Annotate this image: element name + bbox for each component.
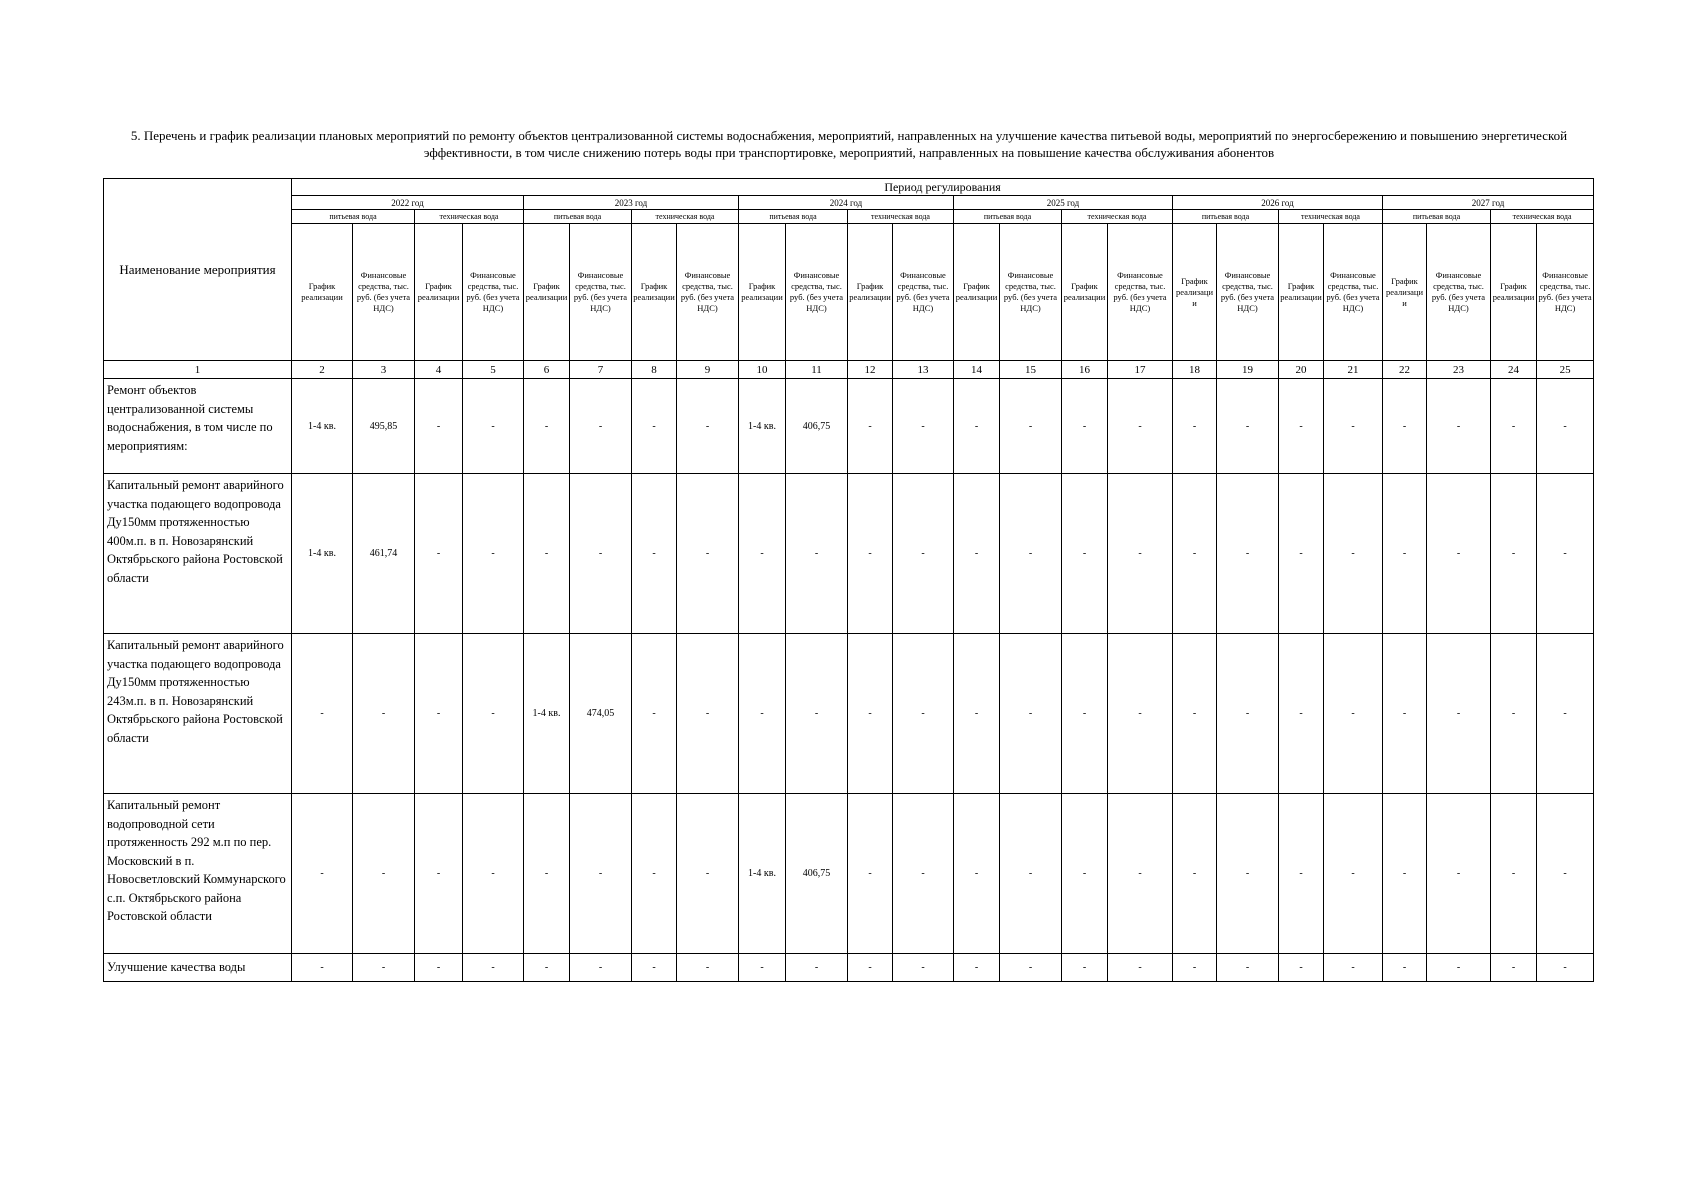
column-number: 17 (1108, 361, 1173, 379)
finance-cell: - (893, 954, 954, 982)
finance-cell: - (1000, 379, 1062, 474)
finance-cell: - (1537, 954, 1594, 982)
activity-name: Ремонт объектов централизованной системы водоснабжения, в том числе по мероприятиям: (104, 379, 292, 474)
column-number: 11 (786, 361, 848, 379)
schedule-cell: - (1383, 794, 1427, 954)
finance-cell: - (1427, 634, 1491, 794)
column-number: 20 (1279, 361, 1324, 379)
column-number: 23 (1427, 361, 1491, 379)
schedule-column-header: График реализации (524, 224, 570, 361)
schedule-column-header: График реализации (1279, 224, 1324, 361)
table-row (104, 379, 1594, 474)
schedule-cell: - (954, 954, 1000, 982)
schedule-cell: - (1062, 634, 1108, 794)
schedule-cell: 1-4 кв. (739, 379, 786, 474)
finance-cell: - (1324, 634, 1383, 794)
finance-cell: - (786, 954, 848, 982)
schedule-column-header: График реализации (415, 224, 463, 361)
table-row (104, 954, 1594, 982)
drinking-water-header: питьевая вода (1383, 210, 1491, 224)
technical-water-header: техническая вода (848, 210, 954, 224)
schedule-cell: - (848, 634, 893, 794)
column-number: 25 (1537, 361, 1594, 379)
schedule-cell: - (415, 634, 463, 794)
finance-cell: - (1108, 794, 1173, 954)
schedule-column-header: График реализации (1062, 224, 1108, 361)
schedule-cell: - (1491, 379, 1537, 474)
finance-cell: - (570, 954, 632, 982)
finance-cell: - (1217, 474, 1279, 634)
schedule-cell: - (415, 379, 463, 474)
finance-cell: - (893, 794, 954, 954)
schedule-cell: - (848, 954, 893, 982)
finance-cell: - (1537, 634, 1594, 794)
plan-table (103, 178, 1594, 982)
schedule-cell: - (415, 954, 463, 982)
column-number: 16 (1062, 361, 1108, 379)
schedule-cell: - (524, 474, 570, 634)
schedule-cell: - (632, 379, 677, 474)
schedule-column-header: График реализации (1173, 224, 1217, 361)
finance-cell: - (1537, 474, 1594, 634)
schedule-column-header: График реализации (954, 224, 1000, 361)
finance-cell: - (786, 474, 848, 634)
activity-name: Капитальный ремонт аварийного участка подающего водопровода Ду150мм протяженностью 243м.п. в п. Новозарянский Октябрьского района Ростовской области (104, 634, 292, 794)
finance-cell: - (1000, 474, 1062, 634)
schedule-cell: - (739, 634, 786, 794)
schedule-cell: - (1279, 379, 1324, 474)
drinking-water-header: питьевая вода (1173, 210, 1279, 224)
schedule-cell: - (1062, 379, 1108, 474)
schedule-cell: - (415, 474, 463, 634)
finance-column-header: Финансовые средства, тыс. руб. (без учета НДС) (1324, 224, 1383, 361)
column-number: 24 (1491, 361, 1537, 379)
finance-cell: - (1108, 634, 1173, 794)
schedule-cell: 1-4 кв. (292, 474, 353, 634)
finance-cell: - (570, 474, 632, 634)
finance-cell: 406,75 (786, 794, 848, 954)
schedule-cell: - (1491, 474, 1537, 634)
drinking-water-header: питьевая вода (292, 210, 415, 224)
schedule-cell: - (632, 634, 677, 794)
finance-cell: - (786, 634, 848, 794)
activity-name: Капитальный ремонт водопроводной сети протяженность 292 м.п по пер. Московский в п. Новосветловский Коммунарского с.п. Октябрьского района Ростовской области (104, 794, 292, 954)
column-number: 9 (677, 361, 739, 379)
finance-cell: - (1427, 379, 1491, 474)
table-row (104, 474, 1594, 634)
finance-cell: - (463, 954, 524, 982)
schedule-cell: - (954, 794, 1000, 954)
schedule-cell: - (1383, 634, 1427, 794)
technical-water-header: техническая вода (1279, 210, 1383, 224)
schedule-cell: - (415, 794, 463, 954)
schedule-column-header: График реализации (292, 224, 353, 361)
finance-column-header: Финансовые средства, тыс. руб. (без учета НДС) (1217, 224, 1279, 361)
finance-cell: - (1000, 954, 1062, 982)
table-row (104, 634, 1594, 794)
schedule-cell: - (954, 379, 1000, 474)
finance-cell: - (677, 474, 739, 634)
finance-cell: - (1217, 379, 1279, 474)
schedule-cell: - (1173, 379, 1217, 474)
schedule-cell: - (1383, 474, 1427, 634)
finance-cell: - (1108, 954, 1173, 982)
schedule-cell: - (632, 954, 677, 982)
finance-cell: - (1217, 634, 1279, 794)
schedule-cell: - (1062, 794, 1108, 954)
finance-cell: - (893, 474, 954, 634)
finance-column-header: Финансовые средства, тыс. руб. (без учета НДС) (786, 224, 848, 361)
schedule-cell: - (848, 379, 893, 474)
schedule-cell: - (292, 634, 353, 794)
schedule-column-header: График реализации (1383, 224, 1427, 361)
schedule-cell: - (1173, 794, 1217, 954)
finance-cell: - (463, 794, 524, 954)
technical-water-header: техническая вода (1062, 210, 1173, 224)
finance-cell: - (1217, 794, 1279, 954)
finance-cell: - (893, 634, 954, 794)
finance-cell: - (1217, 954, 1279, 982)
schedule-cell: - (1491, 954, 1537, 982)
finance-cell: - (1324, 954, 1383, 982)
column-number: 14 (954, 361, 1000, 379)
finance-cell: - (677, 379, 739, 474)
schedule-cell: - (292, 954, 353, 982)
schedule-cell: - (1279, 954, 1324, 982)
finance-cell: - (353, 634, 415, 794)
schedule-cell: 1-4 кв. (524, 634, 570, 794)
finance-cell: 495,85 (353, 379, 415, 474)
finance-cell: - (1108, 474, 1173, 634)
schedule-cell: - (1062, 474, 1108, 634)
schedule-column-header: График реализации (1491, 224, 1537, 361)
finance-cell: - (463, 379, 524, 474)
schedule-cell: - (524, 954, 570, 982)
schedule-cell: - (848, 794, 893, 954)
schedule-cell: - (1062, 954, 1108, 982)
finance-column-header: Финансовые средства, тыс. руб. (без учета НДС) (463, 224, 524, 361)
finance-column-header: Финансовые средства, тыс. руб. (без учета НДС) (1000, 224, 1062, 361)
schedule-cell: 1-4 кв. (292, 379, 353, 474)
schedule-cell: - (739, 474, 786, 634)
finance-cell: - (353, 794, 415, 954)
schedule-cell: - (954, 474, 1000, 634)
technical-water-header: техническая вода (1491, 210, 1594, 224)
finance-column-header: Финансовые средства, тыс. руб. (без учета НДС) (1108, 224, 1173, 361)
schedule-column-header: График реализации (848, 224, 893, 361)
column-number: 8 (632, 361, 677, 379)
finance-column-header: Финансовые средства, тыс. руб. (без учета НДС) (1427, 224, 1491, 361)
finance-column-header: Финансовые средства, тыс. руб. (без учета НДС) (893, 224, 954, 361)
finance-cell: - (1537, 379, 1594, 474)
finance-cell: - (1427, 474, 1491, 634)
schedule-cell: - (524, 794, 570, 954)
finance-cell: 461,74 (353, 474, 415, 634)
table-row (104, 794, 1594, 954)
finance-cell: - (463, 634, 524, 794)
year-header: 2026 год (1173, 196, 1383, 210)
column-number: 21 (1324, 361, 1383, 379)
column-number: 6 (524, 361, 570, 379)
finance-cell: - (1537, 794, 1594, 954)
schedule-cell: - (1383, 954, 1427, 982)
schedule-cell: - (524, 379, 570, 474)
finance-cell: - (893, 379, 954, 474)
column-number: 5 (463, 361, 524, 379)
schedule-cell: - (1279, 634, 1324, 794)
finance-cell: 474,05 (570, 634, 632, 794)
finance-column-header: Финансовые средства, тыс. руб. (без учета НДС) (677, 224, 739, 361)
schedule-cell: - (1491, 634, 1537, 794)
schedule-cell: - (1383, 379, 1427, 474)
finance-cell: - (1000, 794, 1062, 954)
finance-cell: - (677, 634, 739, 794)
schedule-cell: - (292, 794, 353, 954)
schedule-cell: - (1279, 794, 1324, 954)
column-number: 4 (415, 361, 463, 379)
drinking-water-header: питьевая вода (739, 210, 848, 224)
name-column-header: Наименование мероприятия (104, 179, 292, 361)
period-header: Период регулирования (292, 179, 1594, 196)
finance-cell: - (463, 474, 524, 634)
finance-cell: 406,75 (786, 379, 848, 474)
technical-water-header: техническая вода (632, 210, 739, 224)
finance-cell: - (353, 954, 415, 982)
schedule-cell: 1-4 кв. (739, 794, 786, 954)
column-number: 13 (893, 361, 954, 379)
document-title: 5. Перечень и график реализации плановых мероприятий по ремонту объектов централизованной системы водоснабжения, мероприятий, направленных на улучшение качества питьевой воды, мероприятий по энергосбережению и повышению энергетической эффективности, в том числе снижению потерь воды при транспортировке, мероприятий, направленных на повышение качества обслуживания абонентов (130, 128, 1568, 160)
column-number: 7 (570, 361, 632, 379)
column-number: 15 (1000, 361, 1062, 379)
schedule-column-header: График реализации (739, 224, 786, 361)
column-number: 3 (353, 361, 415, 379)
schedule-cell: - (1173, 954, 1217, 982)
schedule-cell: - (632, 474, 677, 634)
schedule-column-header: График реализации (632, 224, 677, 361)
technical-water-header: техническая вода (415, 210, 524, 224)
finance-cell: - (1000, 634, 1062, 794)
finance-cell: - (1324, 794, 1383, 954)
schedule-cell: - (739, 954, 786, 982)
column-number: 1 (104, 361, 292, 379)
drinking-water-header: питьевая вода (524, 210, 632, 224)
finance-column-header: Финансовые средства, тыс. руб. (без учета НДС) (353, 224, 415, 361)
schedule-cell: - (1279, 474, 1324, 634)
finance-column-header: Финансовые средства, тыс. руб. (без учета НДС) (570, 224, 632, 361)
year-header: 2024 год (739, 196, 954, 210)
column-number: 22 (1383, 361, 1427, 379)
finance-column-header: Финансовые средства, тыс. руб. (без учета НДС) (1537, 224, 1594, 361)
finance-cell: - (1427, 794, 1491, 954)
year-header: 2023 год (524, 196, 739, 210)
schedule-cell: - (1173, 474, 1217, 634)
year-header: 2025 год (954, 196, 1173, 210)
schedule-cell: - (1173, 634, 1217, 794)
finance-cell: - (677, 794, 739, 954)
finance-cell: - (677, 954, 739, 982)
finance-cell: - (1108, 379, 1173, 474)
column-number: 2 (292, 361, 353, 379)
finance-cell: - (1324, 379, 1383, 474)
column-number: 19 (1217, 361, 1279, 379)
schedule-cell: - (848, 474, 893, 634)
drinking-water-header: питьевая вода (954, 210, 1062, 224)
finance-cell: - (1427, 954, 1491, 982)
activity-name: Улучшение качества воды (104, 954, 292, 982)
finance-cell: - (1324, 474, 1383, 634)
column-number: 18 (1173, 361, 1217, 379)
year-header: 2027 год (1383, 196, 1594, 210)
schedule-cell: - (1491, 794, 1537, 954)
finance-cell: - (570, 794, 632, 954)
column-number: 12 (848, 361, 893, 379)
schedule-cell: - (632, 794, 677, 954)
column-number: 10 (739, 361, 786, 379)
schedule-cell: - (954, 634, 1000, 794)
finance-cell: - (570, 379, 632, 474)
year-header: 2022 год (292, 196, 524, 210)
activity-name: Капитальный ремонт аварийного участка подающего водопровода Ду150мм протяженностью 400м.п. в п. Новозарянский Октябрьского района Ростовской области (104, 474, 292, 634)
